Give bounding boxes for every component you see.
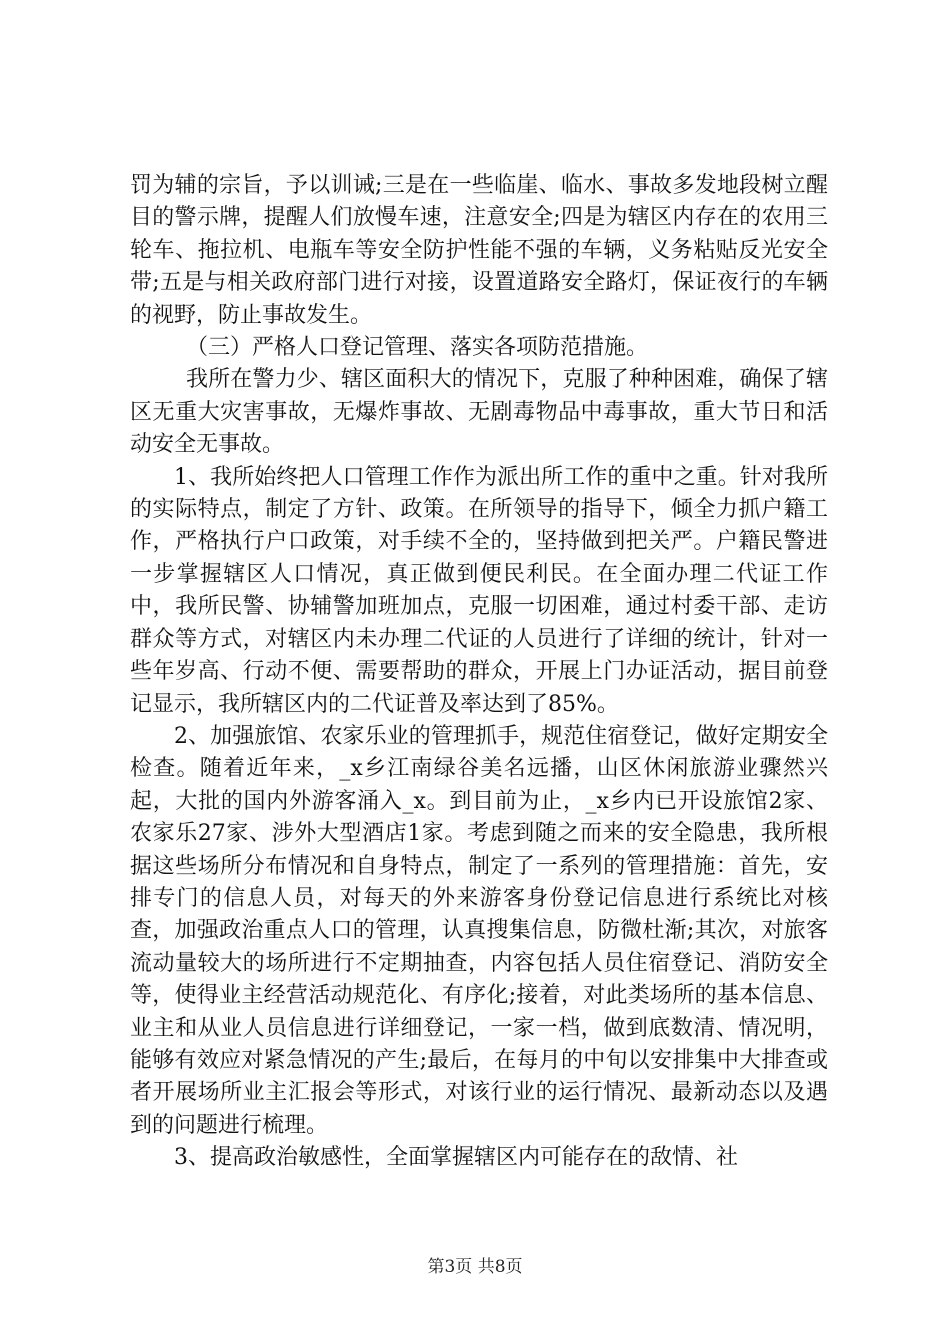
paragraph-continuation: 罚为辅的宗旨，予以训诫;三是在一些临崖、临水、事故多发地段树立醒目的警示牌，提醒人们放慢车速，注意安全;四是为辖区内存在的农用三轮车、拖拉机、电瓶车等安全防护性能不强的车辆，义务粘贴反光安全带;五是与相关政府部门进行对接，设置道路安全路灯，保证夜行的车辆的视野，防止事故发生。 [130,173,828,328]
paragraph-intro: 我所在警力少、辖区面积大的情况下，克服了种种困难，确保了辖区无重大灾害事故，无爆炸事故、无剧毒物品中毒事故，重大节日和活动安全无事故。 [130,367,828,458]
paragraph-item-3: 3、提高政治敏感性，全面掌握辖区内可能存在的敌情、社 [174,1145,738,1171]
paragraph-item-1: 1、我所始终把人口管理工作作为派出所工作的重中之重。针对我所的实际特点，制定了方针、政策。在所领导的指导下，倾全力抓户籍工作，严格执行户口政策，对手续不全的，坚持做到把关严。户籍民警进一步掌握辖区人口情况，真正做到便民利民。在全面办理二代证工作中，我所民警、协辅警加班加点，克服一切困难，通过村委干部、走访群众等方式，对辖区内未办理二代证的人员进行了详细的统计，针对一些年岁高、行动不便、需要帮助的群众，开展上门办证活动，据目前登记显示，我所辖区内的二代证普及率达到了85%。 [130,464,828,717]
section-heading: （三）严格人口登记管理、落实各项防范措施。 [186,335,649,361]
paragraph-item-2: 2、加强旅馆、农家乐业的管理抓手，规范住宿登记，做好定期安全检查。随着近年来，_x乡江南绿谷美名远播，山区休闲旅游业骤然兴起，大批的国内外游客涌入_x。到目前为止，_x乡内已开设旅馆2家、农家乐27家、涉外大型酒店1家。考虑到随之而来的安全隐患，我所根据这些场所分布情况和自身特点，制定了一系列的管理措施：首先，安排专门的信息人员，对每天的外来游客身份登记信息进行系统比对核查，加强政治重点人口的管理，认真搜集信息，防微杜渐;其次，对旅客流动量较大的场所进行不定期抽查，内容包括人员住宿登记、消防安全等，使得业主经营活动规范化、有序化;接着，对此类场所的基本信息、业主和从业人员信息进行详细登记，一家一档，做到底数清、情况明，能够有效应对紧急情况的产生;最后，在每月的中旬以安排集中大排查或者开展场所业主汇报会等形式，对该行业的运行情况、最新动态以及遇到的问题进行梳理。 [130,723,828,1138]
document-body [130,170,828,1175]
page-number-footer: 第3页 共8页 [427,1257,523,1277]
